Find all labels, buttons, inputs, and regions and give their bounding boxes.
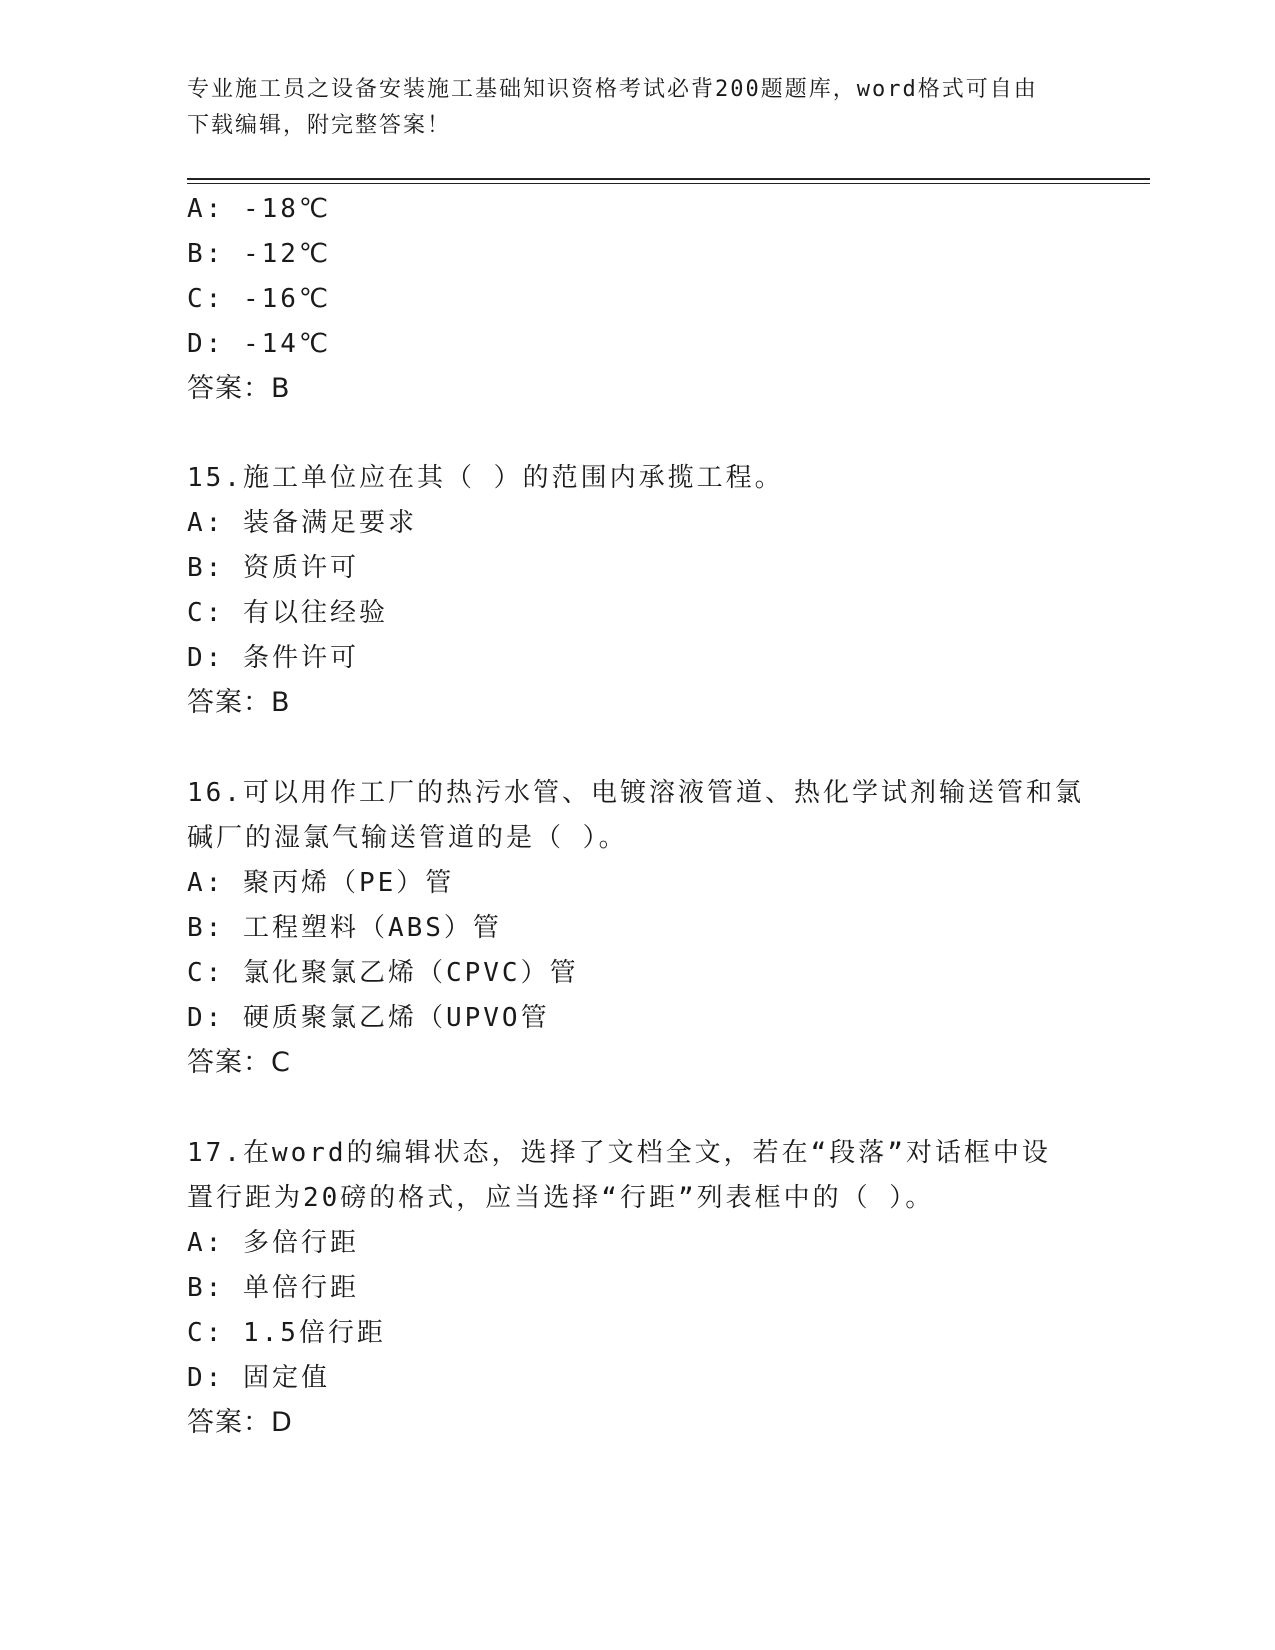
q16-option-c: C: 氯化聚氯乙烯（CPVC）管	[187, 958, 579, 988]
q16-stem-line-2: 碱厂的湿氯气输送管道的是（ ）。	[187, 823, 628, 853]
q16-option-b: B: 工程塑料（ABS）管	[187, 913, 502, 943]
q17-option-d: D: 固定值	[187, 1363, 330, 1393]
q15-stem: 15.施工单位应在其（ ）的范围内承揽工程。	[187, 463, 784, 493]
header-divider	[187, 178, 1150, 180]
q15-answer: 答案：B	[187, 687, 291, 718]
q17-option-a: A: 多倍行距	[187, 1228, 359, 1258]
q14-option-d: D: -14℃	[187, 329, 332, 359]
q16-answer: 答案：C	[187, 1047, 291, 1078]
q15-option-b: B: 资质许可	[187, 553, 359, 583]
q16-option-d: D: 硬质聚氯乙烯（UPVO管	[187, 1003, 550, 1033]
q14-option-b: B: -12℃	[187, 239, 332, 269]
q17-option-c: C: 1.5倍行距	[187, 1318, 386, 1348]
header-line-1: 专业施工员之设备安装施工基础知识资格考试必背200题题库，word格式可自由	[187, 77, 1038, 102]
q14-answer: 答案：B	[187, 373, 291, 404]
q16-stem-line-1: 16.可以用作工厂的热污水管、电镀溶液管道、热化学试剂输送管和氯	[187, 778, 1084, 808]
q15-option-a: A: 装备满足要求	[187, 508, 417, 538]
q17-stem-line-1: 17.在word的编辑状态，选择了文档全文，若在“段落”对话框中设	[187, 1138, 1051, 1168]
q15-option-d: D: 条件许可	[187, 643, 359, 673]
header-line-2: 下载编辑，附完整答案！	[187, 113, 452, 138]
document-header	[187, 72, 1087, 144]
q17-stem-line-2: 置行距为20磅的格式，应当选择“行距”列表框中的（ ）。	[187, 1183, 935, 1213]
q14-option-a: A: -18℃	[187, 194, 332, 224]
q15-option-c: C: 有以往经验	[187, 598, 388, 628]
q14-option-c: C: -16℃	[187, 284, 332, 314]
q17-option-b: B: 单倍行距	[187, 1273, 359, 1303]
header-divider-thin	[187, 183, 1150, 184]
q17-answer: 答案：D	[187, 1407, 293, 1438]
q16-option-a: A: 聚丙烯（PE）管	[187, 868, 455, 898]
